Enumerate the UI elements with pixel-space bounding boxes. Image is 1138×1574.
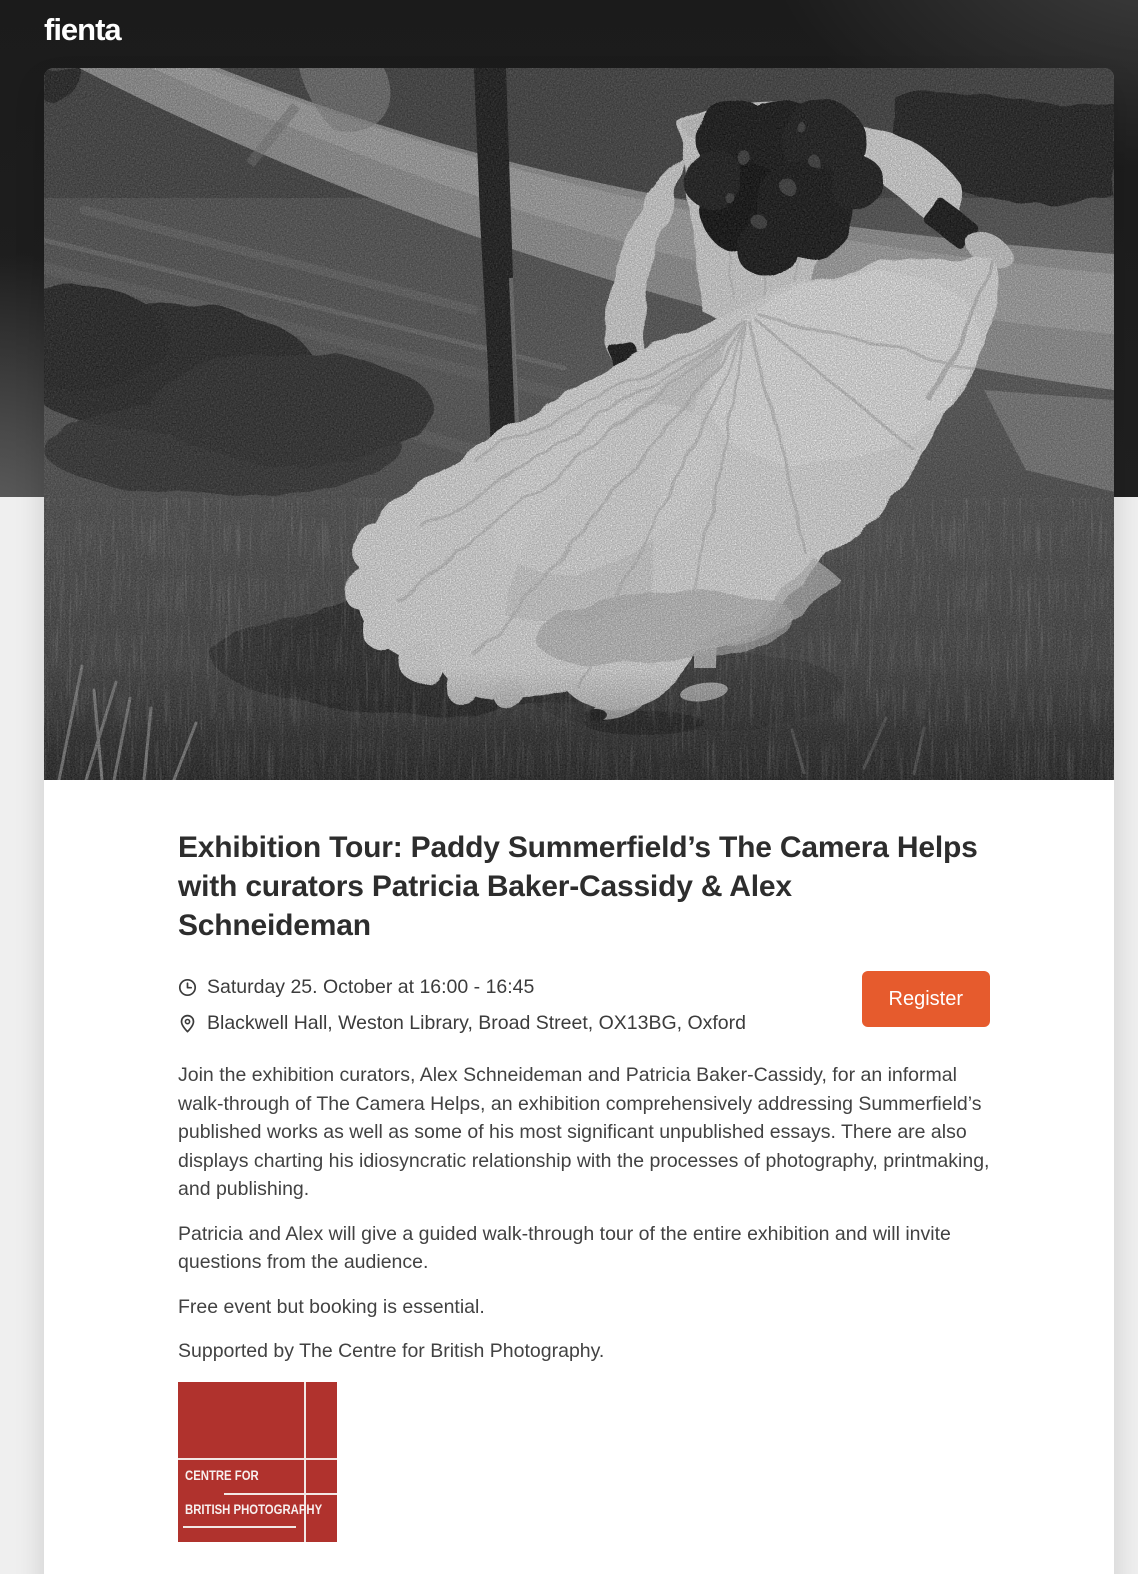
event-title: Exhibition Tour: Paddy Summerfield’s The Camera Helps with curators Patricia Baker-Cassidy & Alex Schneideman [178, 831, 978, 942]
event-location-text: Blackwell Hall, Weston Library, Broad Street, OX13BG, Oxford [207, 1012, 746, 1034]
fienta-logo[interactable]: fienta [44, 12, 121, 47]
logo-horizontal-line-top [178, 1458, 337, 1460]
logo-horizontal-line-middle [224, 1493, 337, 1495]
event-details [44, 780, 1114, 1574]
logo-horizontal-line-bottom [183, 1526, 296, 1528]
clock-icon [178, 978, 197, 997]
register-button[interactable]: Register [862, 971, 990, 1027]
centre-for-british-photography-logo [178, 1382, 337, 1542]
event-meta-list [178, 971, 746, 1037]
hero-photo-illustration [44, 68, 1114, 780]
event-datetime [178, 973, 746, 1001]
hero-image [44, 68, 1114, 780]
event-datetime-text: Saturday 25. October at 16:00 - 16:45 [207, 976, 535, 998]
description-paragraph: Patricia and Alex will give a guided walk-through tour of the entire exhibition and will invite questions from the audience. [178, 1222, 951, 1273]
event-location [178, 1009, 746, 1037]
description-paragraph: Supported by The Centre for British Photography. [178, 1340, 605, 1362]
event-description [178, 1061, 990, 1366]
event-card [44, 68, 1114, 1574]
logo-text-line2: BRITISH PHOTOGRAPHY [185, 1501, 323, 1517]
logo-text-line1: CENTRE FOR [185, 1467, 259, 1483]
description-paragraph: Join the exhibition curators, Alex Schneideman and Patricia Baker-Cassidy, for an informal walk-through of The Camera Helps, an exhibition comprehensively addressing Summerfield’s published works as well as some of his most significant unpublished essays. There are also displays charting his idiosyncratic relationship with the processes of photography, printmaking, and publishing. [178, 1064, 990, 1200]
description-paragraph: Free event but booking is essential. [178, 1295, 485, 1318]
event-meta-row [178, 971, 990, 1037]
location-pin-icon [178, 1014, 197, 1033]
logo-vertical-line [304, 1382, 306, 1542]
